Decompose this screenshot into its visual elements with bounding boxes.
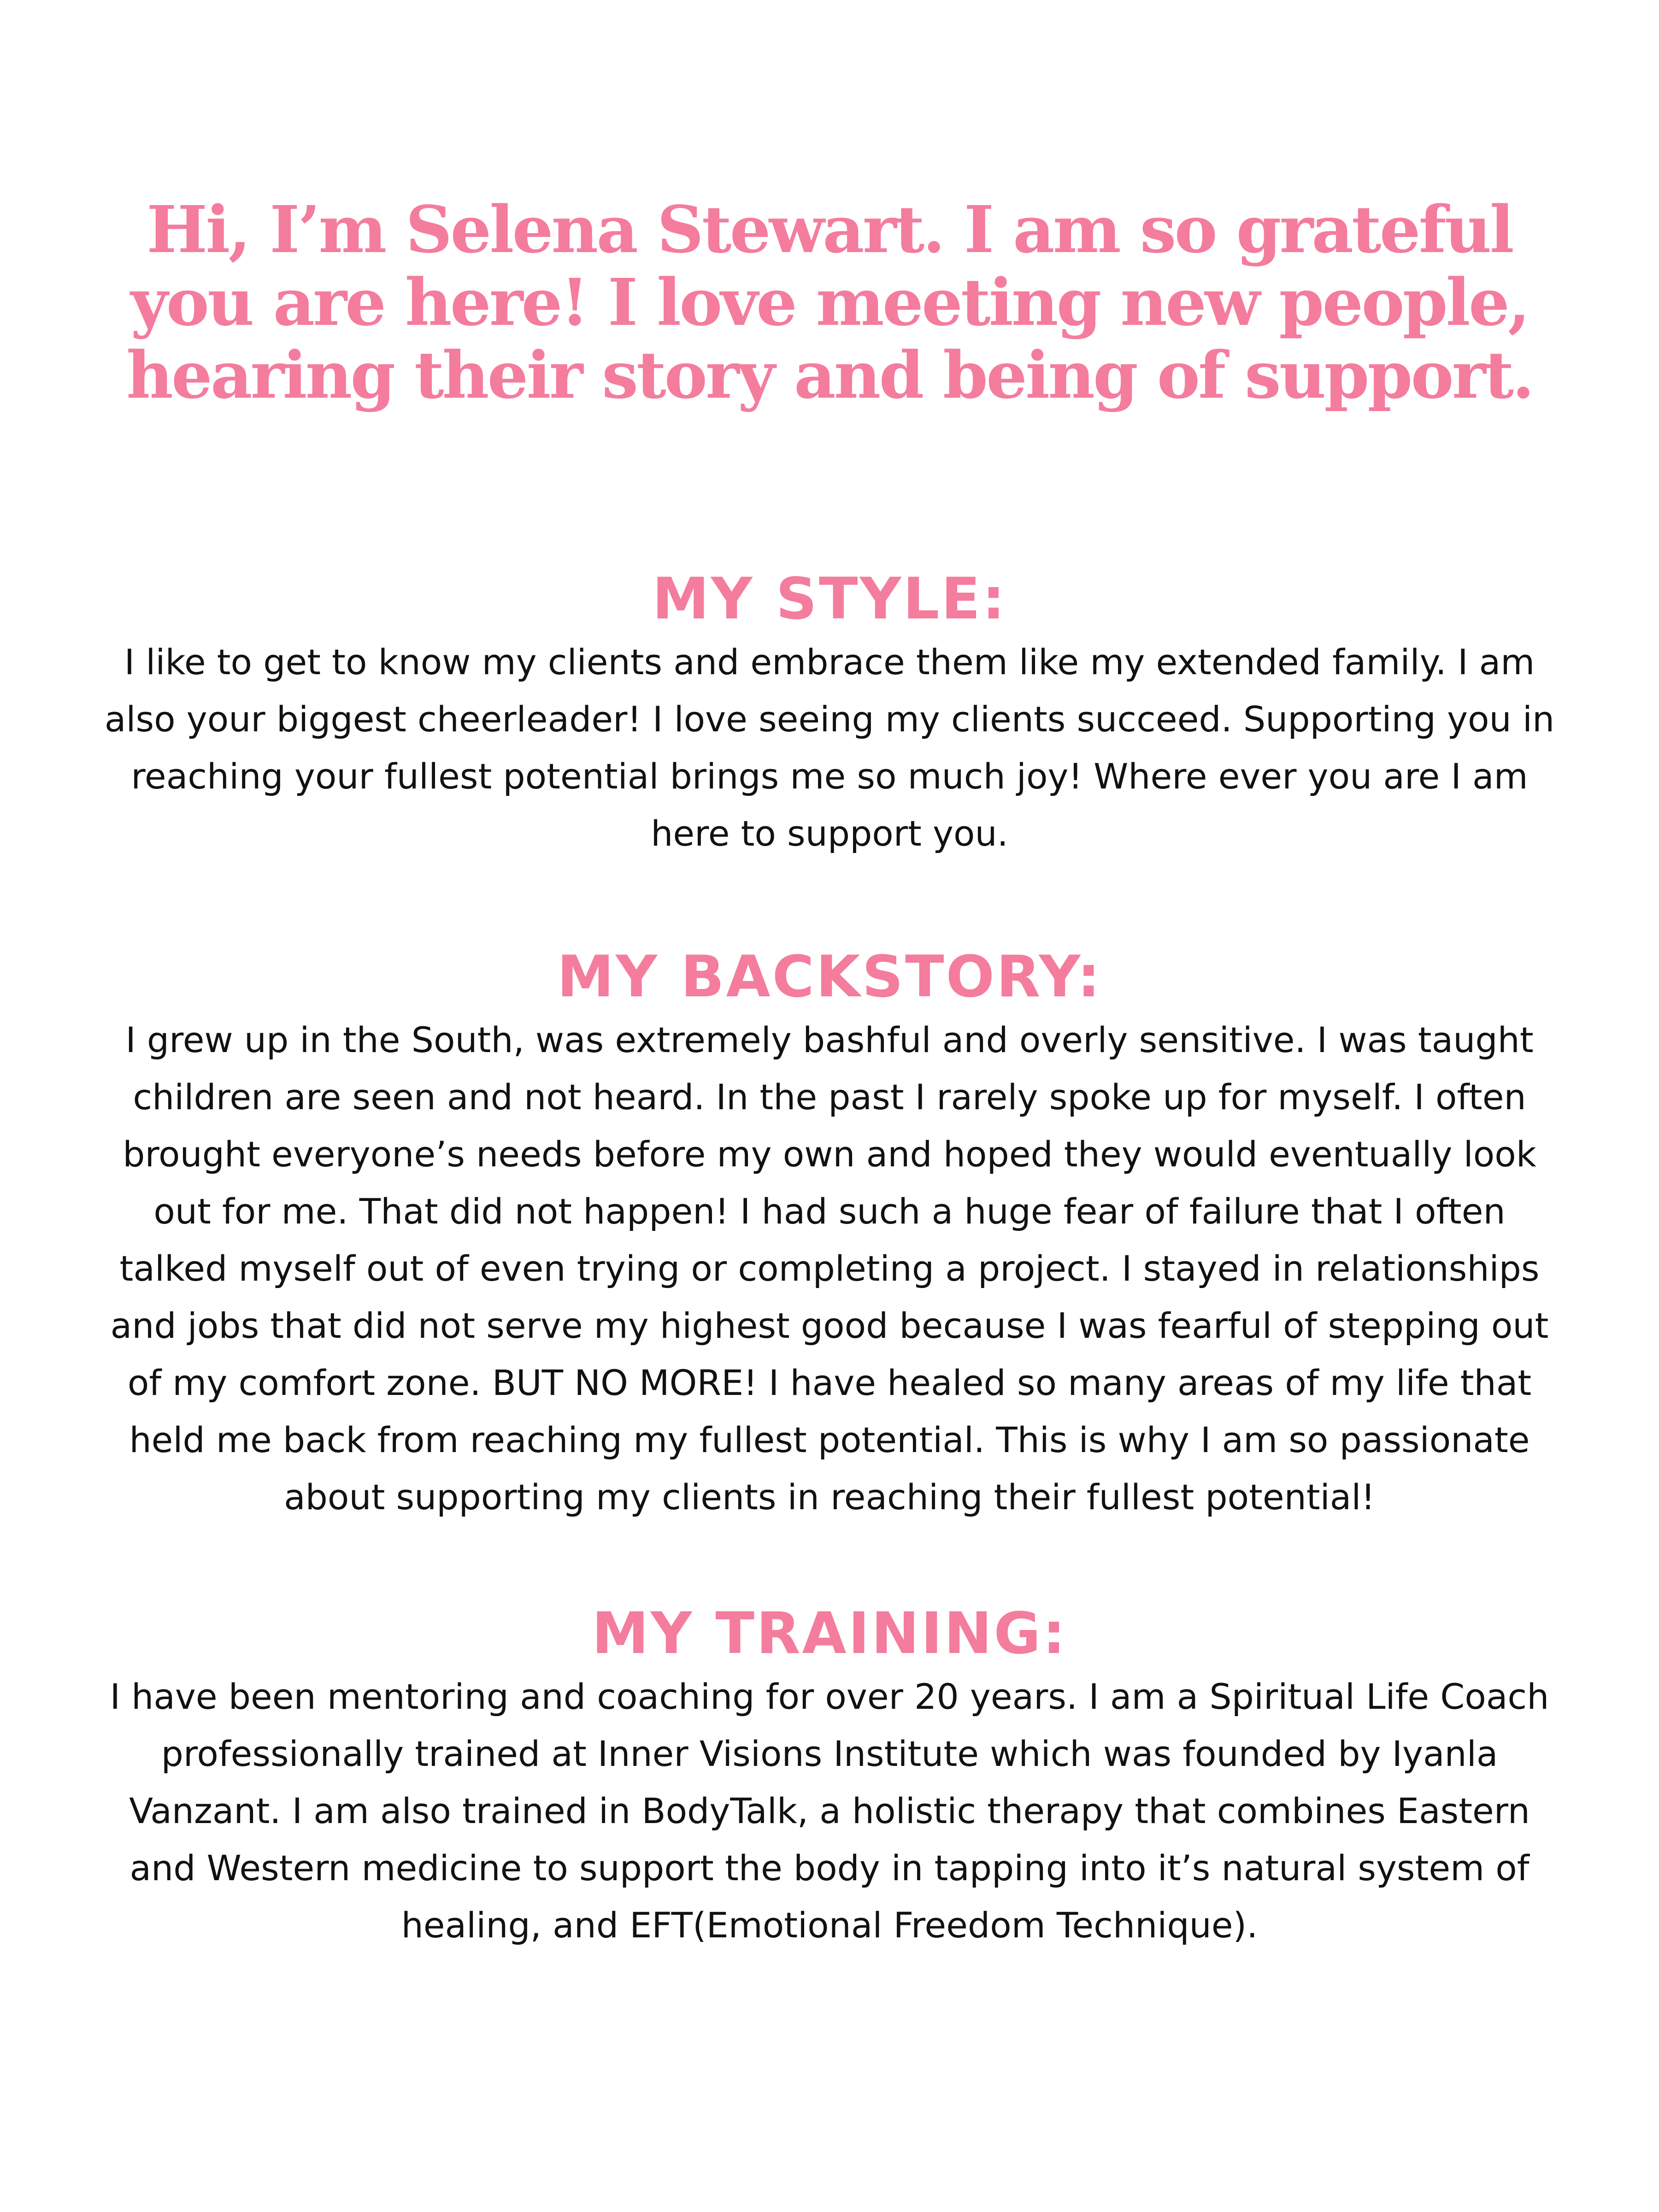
my-backstory-section xyxy=(92,942,1567,1526)
my-training-text xyxy=(92,1668,1567,1954)
my-backstory-text xyxy=(92,1012,1567,1526)
my-backstory-heading: MY BACKSTORY: xyxy=(557,944,1102,1010)
headline-line-1: Hi, I’m Selena Stewart. I am so grateful xyxy=(147,192,1512,268)
text-line: I grew up in the South, was extremely bashful and overly sensitive. I was taught xyxy=(125,1019,1534,1060)
headline-line-2: you are here! I love meeting new people, xyxy=(130,265,1529,341)
text-line: of my comfort zone. BUT NO MORE! I have healed so many areas of my life that xyxy=(127,1362,1532,1403)
text-line: Vanzant. I am also trained in BodyTalk, a holistic therapy that combines Eastern xyxy=(129,1790,1530,1831)
text-line: and Western medicine to support the body in tapping into it’s natural system of xyxy=(129,1847,1530,1888)
text-line: brought everyone’s needs before my own and hoped they would eventually look xyxy=(123,1134,1536,1175)
text-line: children are seen and not heard. In the past I rarely spoke up for myself. I often xyxy=(133,1077,1526,1118)
my-style-text xyxy=(92,634,1567,862)
my-training-heading: MY TRAINING: xyxy=(592,1600,1067,1667)
my-training-section xyxy=(92,1599,1567,1954)
headline-line-3: hearing their story and being of support. xyxy=(126,338,1533,413)
text-line: out for me. That did not happen! I had such a huge fear of failure that I often xyxy=(153,1191,1506,1232)
text-line: I have been mentoring and coaching for over 20 years. I am a Spiritual Life Coach xyxy=(110,1676,1549,1717)
intro-headline xyxy=(92,194,1567,412)
text-line: also your biggest cheerleader! I love seeing my clients succeed. Supporting you in xyxy=(104,699,1555,740)
my-style-heading: MY STYLE: xyxy=(652,566,1007,632)
text-line: reaching your fullest potential brings me so much joy! Where ever you are I am xyxy=(131,756,1528,797)
text-line: professionally trained at Inner Visions Institute which was founded by Iyanla xyxy=(161,1733,1498,1774)
my-style-section xyxy=(92,565,1567,862)
text-line: and jobs that did not serve my highest good because I was fearful of stepping out xyxy=(110,1305,1549,1346)
text-line: healing, and EFT(Emotional Freedom Technique). xyxy=(401,1905,1258,1946)
text-line: I like to get to know my clients and embrace them like my extended family. I am xyxy=(124,641,1535,682)
text-line: talked myself out of even trying or completing a project. I stayed in relationships xyxy=(119,1248,1540,1289)
text-line: held me back from reaching my fullest potential. This is why I am so passionate xyxy=(129,1419,1530,1460)
text-line: here to support you. xyxy=(651,813,1008,854)
text-line: about supporting my clients in reaching their fullest potential! xyxy=(284,1477,1375,1518)
